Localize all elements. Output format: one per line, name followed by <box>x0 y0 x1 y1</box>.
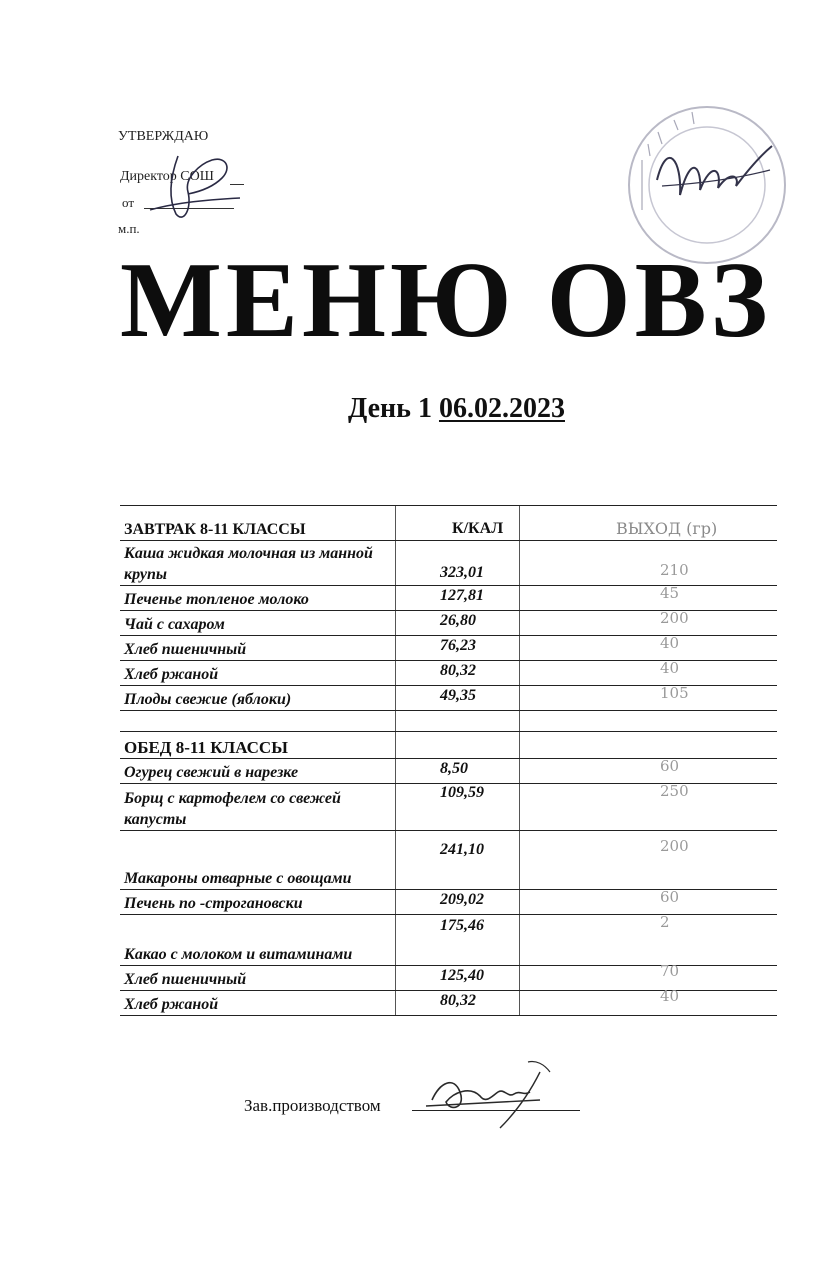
day-line <box>348 393 565 425</box>
dish-kcal-cell <box>396 966 520 990</box>
dish-kcal-cell <box>396 686 520 710</box>
dish-yield: 200 <box>660 609 689 627</box>
table-row <box>120 586 777 611</box>
dish-name: Хлеб пшеничный <box>120 636 396 660</box>
dish-yield: 60 <box>660 888 680 906</box>
dish-yield: 45 <box>660 584 680 602</box>
dish-yield-cell <box>520 636 777 660</box>
dish-name: Плоды свежие (яблоки) <box>120 686 396 710</box>
yield-column-header <box>520 506 777 540</box>
spacer-kcal-cell <box>396 711 520 731</box>
menu-table <box>120 505 777 1016</box>
dish-kcal-cell <box>396 586 520 610</box>
director-label: Директор СОШ <box>120 169 214 184</box>
dish-kcal: 125,40 <box>440 967 484 984</box>
table-row <box>120 831 777 890</box>
menu-date: 06.02.2023 <box>438 393 565 424</box>
dish-kcal-cell <box>396 784 520 830</box>
table-row <box>120 661 777 686</box>
dish-yield-cell <box>520 759 777 783</box>
dish-kcal-cell <box>396 831 520 889</box>
dish-yield-cell <box>520 890 777 914</box>
dish-kcal: 80,32 <box>440 992 476 1009</box>
kcal-header-label: К/КАЛ <box>452 520 504 537</box>
dish-yield-cell <box>520 962 777 990</box>
dish-yield-cell <box>520 831 777 889</box>
dish-kcal: 80,32 <box>440 662 476 679</box>
dish-kcal-cell <box>396 541 520 585</box>
dish-name: Какао с молоком и витаминами <box>120 915 396 965</box>
dish-kcal-cell <box>396 915 520 965</box>
dish-yield-cell <box>520 784 777 830</box>
dish-kcal: 175,46 <box>440 917 484 934</box>
dish-yield: 210 <box>660 561 689 579</box>
yield-header-label: ВЫХОД (гр) <box>616 519 718 538</box>
dish-yield: 60 <box>660 757 680 775</box>
dish-name: Печень по -строгановски <box>120 890 396 914</box>
dish-kcal-cell <box>396 661 520 685</box>
dish-yield-cell <box>520 987 777 1015</box>
spacer-name-cell <box>120 711 396 731</box>
dish-yield-cell <box>520 686 777 710</box>
lunch-yield-cell <box>520 732 777 758</box>
dish-yield: 40 <box>660 987 680 1005</box>
dish-name: Чай с сахаром <box>120 611 396 635</box>
menu-title: МЕНЮ ОВЗ <box>120 241 772 360</box>
dish-yield-cell <box>520 586 777 610</box>
dish-kcal: 8,50 <box>440 760 468 777</box>
dish-kcal: 127,81 <box>440 587 484 604</box>
approve-label: УТВЕРЖДАЮ <box>118 129 209 144</box>
dish-name: Хлеб пшеничный <box>120 966 396 990</box>
production-manager-label: Зав.производством <box>244 1096 381 1115</box>
lunch-kcal-cell <box>396 732 520 758</box>
spacer-row <box>120 711 777 732</box>
dish-kcal: 49,35 <box>440 687 476 704</box>
director-signature <box>140 148 250 228</box>
dish-kcal: 209,02 <box>440 891 484 908</box>
dish-kcal-cell <box>396 611 520 635</box>
dish-name: Борщ с картофелем со свежей капусты <box>120 784 396 830</box>
table-row <box>120 636 777 661</box>
dish-name: Печенье топленое молоко <box>120 586 396 610</box>
table-row <box>120 611 777 636</box>
spacer-yield-cell <box>520 711 777 731</box>
from-label: от <box>122 195 135 210</box>
lunch-section-row <box>120 732 777 759</box>
dish-yield-cell <box>520 541 777 585</box>
dish-kcal: 241,10 <box>440 841 484 858</box>
dish-kcal-cell <box>396 890 520 914</box>
dish-name: Каша жидкая молочная из манной крупы <box>120 541 396 585</box>
dish-yield-cell <box>520 915 777 965</box>
dish-yield: 250 <box>660 782 689 800</box>
table-row <box>120 987 777 1016</box>
dish-name: Огурец свежий в нарезке <box>120 759 396 783</box>
dish-kcal: 26,80 <box>440 612 476 629</box>
dish-kcal-cell <box>396 759 520 783</box>
dish-name: Хлеб ржаной <box>120 991 396 1015</box>
dish-kcal: 323,01 <box>440 564 484 581</box>
dish-yield: 40 <box>660 659 680 677</box>
table-row <box>120 890 777 915</box>
day-label: День 1 <box>348 393 432 424</box>
table-row <box>120 686 777 711</box>
table-row <box>120 915 777 966</box>
dish-yield: 70 <box>660 962 680 980</box>
table-header-row <box>120 506 777 541</box>
dish-kcal-cell <box>396 991 520 1015</box>
dish-yield-cell <box>520 661 777 685</box>
dish-yield: 105 <box>660 684 689 702</box>
table-row <box>120 541 777 586</box>
dish-name: Хлеб ржаной <box>120 661 396 685</box>
dish-kcal: 76,23 <box>440 637 476 654</box>
dish-yield-cell <box>520 611 777 635</box>
dish-kcal: 109,59 <box>440 784 484 801</box>
table-row <box>120 784 777 831</box>
dish-yield: 2 <box>660 913 670 931</box>
dish-yield: 200 <box>660 837 689 855</box>
breakfast-section-title: ЗАВТРАК 8-11 КЛАССЫ <box>120 506 396 540</box>
table-row <box>120 759 777 784</box>
dish-kcal-cell <box>396 636 520 660</box>
seal-label: м.п. <box>118 221 140 236</box>
lunch-section-title: ОБЕД 8-11 КЛАССЫ <box>120 732 396 758</box>
dish-name: Макароны отварные с овощами <box>120 831 396 889</box>
kcal-column-header <box>396 506 520 540</box>
production-manager-signature <box>420 1052 560 1132</box>
dish-yield: 40 <box>660 634 680 652</box>
